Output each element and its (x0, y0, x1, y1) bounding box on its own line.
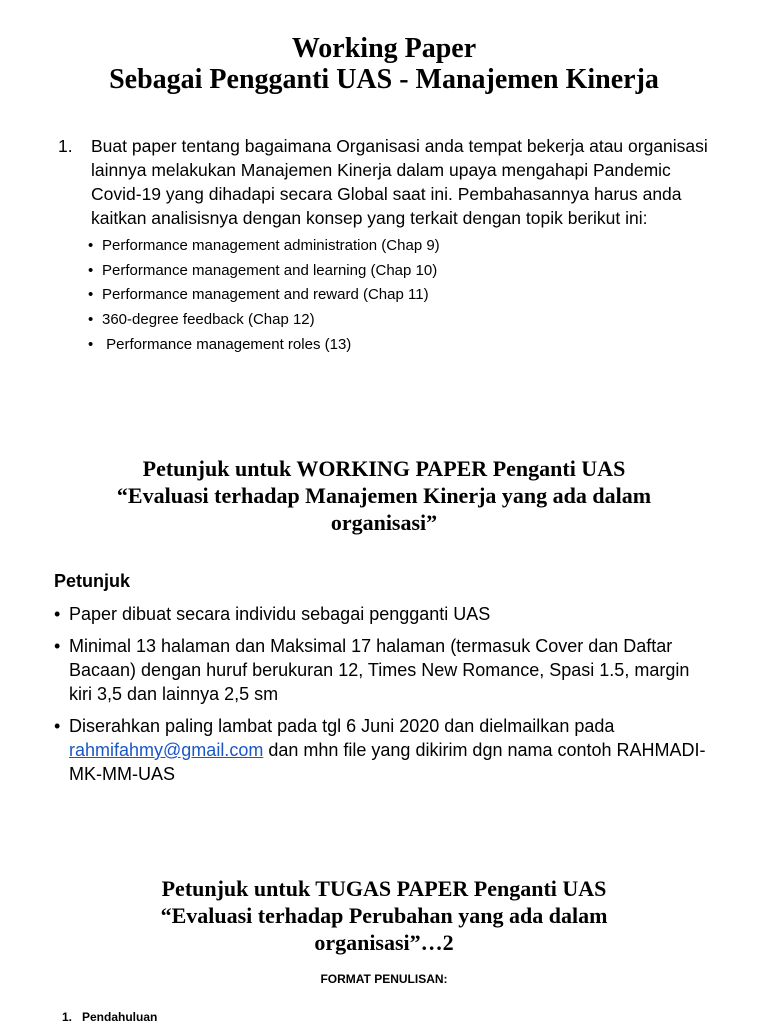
section-heading-line: “Evaluasi terhadap Manajemen Kinerja yang ada dalam (116, 483, 652, 508)
section-heading-line: Petunjuk untuk WORKING PAPER Penganti UAS (142, 456, 626, 481)
list-item: • Performance management and reward (Chap 11) (58, 283, 718, 308)
section-heading-working-paper (0, 455, 768, 536)
outline-number: 1. (62, 1010, 73, 1024)
task-item (58, 134, 718, 358)
deadline-text: Diserahkan paling lambat pada tgl 6 Juni 2020 dan dielmailkan pada (69, 716, 615, 736)
task-text: Buat paper tentang bagaimana Organisasi anda tempat bekerja atau organisasi lainnya melakukan Manajemen Kinerja dalam upaya mengahapi Pandemic Covid-19 yang dihadapi secara Global saat ini. Pembahasannya harus anda kaitkan analisisnya dengan konsep yang terkait dengan topik berikut ini: (91, 136, 708, 228)
section-heading-line: organisasi”…2 (314, 930, 454, 955)
filename-text: dan mhn file yang dikirim dgn nama contoh RAHMADI-MK-MM-UAS (69, 740, 706, 784)
title-line-1: Working Paper (291, 33, 477, 64)
topic-list (58, 234, 718, 358)
format-label: FORMAT PENULISAN: (320, 972, 448, 986)
title-line-2: Sebagai Pengganti UAS - Manajemen Kinerja (109, 64, 659, 95)
section-heading-tugas-paper (0, 875, 768, 956)
outline-item (62, 1010, 157, 1024)
section-heading-line: Petunjuk untuk TUGAS PAPER Penganti UAS (161, 876, 607, 901)
list-item: • Performance management and learning (Chap 10) (58, 259, 718, 284)
page-title (0, 33, 768, 95)
instructions-label: Petunjuk (54, 571, 131, 591)
section-heading-line: “Evaluasi terhadap Perubahan yang ada dalam (160, 903, 608, 928)
email-link[interactable]: rahmifahmy@gmail.com (69, 740, 264, 760)
outline-text: Pendahuluan (82, 1010, 158, 1024)
list-item: • Minimal 13 halaman dan Maksimal 17 halaman (termasuk Cover dan Daftar Bacaan) dengan huruf berukuran 12, Times New Romance, Spasi 1.5, margin kiri 3,5 dan lainnya 2,5 sm (54, 634, 714, 706)
list-item: • Performance management roles (13) (58, 333, 718, 358)
list-item: • 360-degree feedback (Chap 12) (58, 308, 718, 333)
instructions-list (54, 602, 714, 794)
task-number: 1. (58, 136, 73, 156)
list-item (54, 714, 714, 786)
section-heading-line: organisasi” (330, 510, 438, 535)
list-item: • Paper dibuat secara individu sebagai pengganti UAS (54, 602, 714, 626)
list-item: • Performance management administration (Chap 9) (58, 234, 718, 259)
